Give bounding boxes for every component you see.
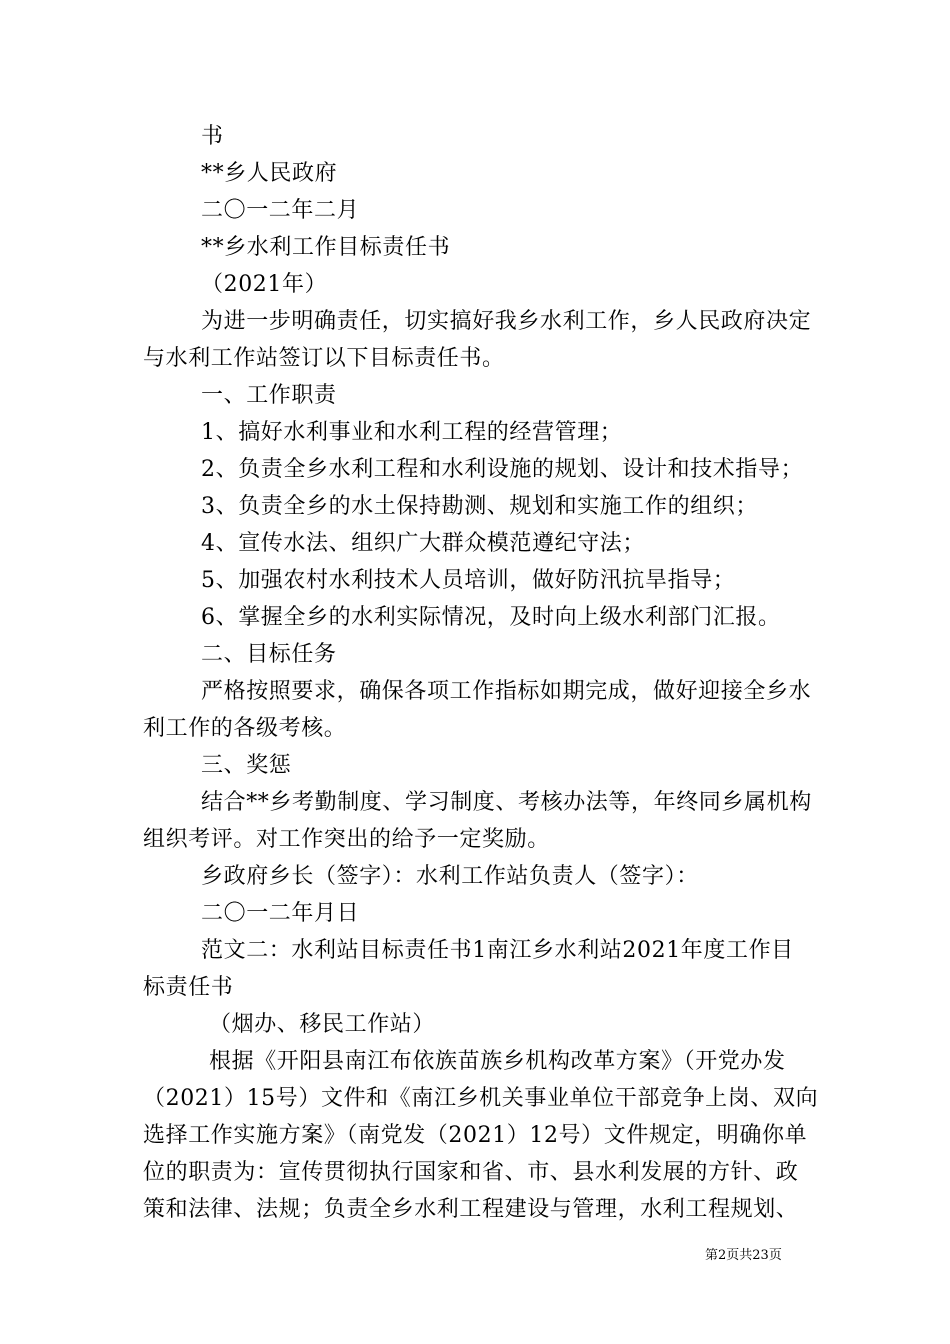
text-line: 与水利工作站签订以下目标责任书。 <box>143 346 505 371</box>
signature-line: 乡政府乡长（签字）：水利工作站负责人（签字）： <box>201 864 699 889</box>
text-line: 标责任书 <box>143 975 234 1000</box>
list-item: 6、掌握全乡的水利实际情况，及时向上级水利部门汇报。 <box>201 605 781 630</box>
text-line: 结合**乡考勤制度、学习制度、考核办法等，年终同乡属机构 <box>201 790 812 815</box>
list-item: 5、加强农村水利技术人员培训，做好防汛抗旱指导； <box>201 568 736 593</box>
document-title: **乡水利工作目标责任书 <box>201 235 451 260</box>
text-line: 书 <box>201 124 224 149</box>
section-heading: 三、奖惩 <box>201 753 292 778</box>
page-number: 第2页共23页 <box>705 1248 782 1263</box>
list-item: 2、负责全乡水利工程和水利设施的规划、设计和技术指导； <box>201 457 804 482</box>
text-line: （2021）15号）文件和《南江乡机关事业单位干部竞争上岗、双向 <box>143 1086 819 1111</box>
text-line: 组织考评。对工作突出的给予一定奖励。 <box>143 827 550 852</box>
text-line: 二〇一二年二月 <box>201 198 360 223</box>
text-line: 利工作的各级考核。 <box>143 716 347 741</box>
text-line: 为进一步明确责任，切实搞好我乡水利工作，乡人民政府决定 <box>201 309 812 334</box>
text-line: 范文二：水利站目标责任书1南江乡水利站2021年度工作目 <box>201 938 794 963</box>
document-body <box>143 118 819 1228</box>
list-item: 3、负责全乡的水土保持勘测、规划和实施工作的组织； <box>201 494 758 519</box>
text-line: 严格按照要求，确保各项工作指标如期完成，做好迎接全乡水 <box>201 679 812 704</box>
section-heading: 二、目标任务 <box>201 642 337 667</box>
list-item: 4、宣传水法、组织广大群众模范遵纪守法； <box>201 531 645 556</box>
text-line: 策和法律、法规；负责全乡水利工程建设与管理，水利工程规划、 <box>143 1197 799 1222</box>
text-line: 根据《开阳县南江布依族苗族乡机构改革方案》（开党办发 <box>209 1049 786 1074</box>
text-line: **乡人民政府 <box>201 161 338 186</box>
text-line: （烟办、移民工作站） <box>209 1012 436 1037</box>
list-item: 1、搞好水利事业和水利工程的经营管理； <box>201 420 623 445</box>
text-line: 选择工作实施方案》（南党发（2021）12号）文件规定，明确你单 <box>143 1123 808 1148</box>
date-line: 二〇一二年月日 <box>201 901 360 926</box>
text-line: 位的职责为：宣传贯彻执行国家和省、市、县水利发展的方针、政 <box>143 1160 799 1185</box>
document-year: （2021年） <box>201 272 328 297</box>
section-heading: 一、工作职责 <box>201 383 337 408</box>
